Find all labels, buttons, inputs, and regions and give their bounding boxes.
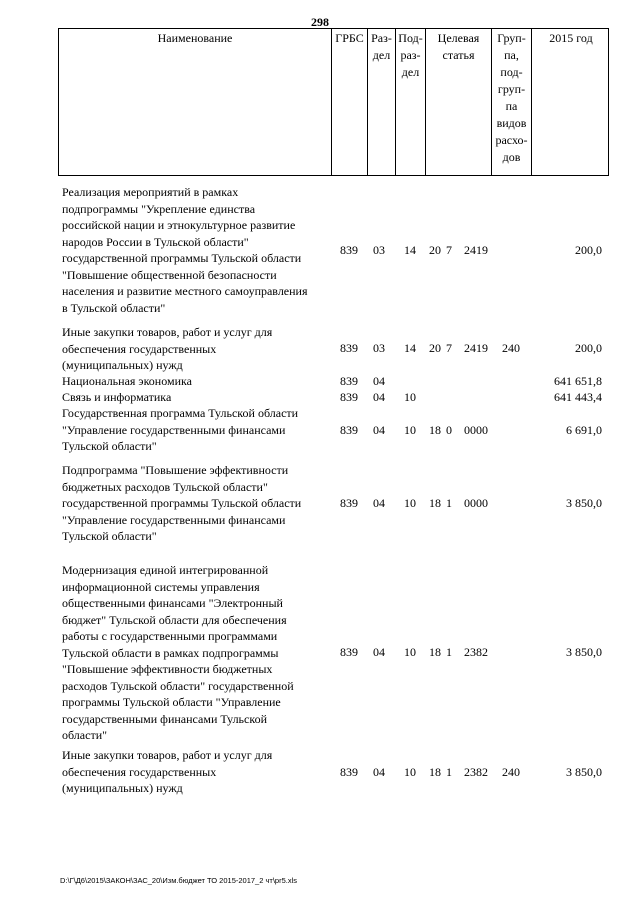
row-razdel: 04 — [373, 374, 385, 388]
row-razdel: 03 — [373, 243, 385, 257]
row-name-line: "Повышение эффективности бюджетных — [62, 662, 273, 676]
row-podrazdel: 10 — [404, 765, 416, 779]
row-vid: 240 — [502, 341, 520, 355]
header-name — [59, 29, 331, 175]
header-vid-line: дов — [502, 150, 521, 164]
row-podrazdel: 14 — [404, 243, 416, 257]
row-name-line: области" — [62, 728, 108, 742]
row-razdel: 04 — [373, 645, 385, 659]
header-podrazdel-line: Под- — [398, 31, 423, 45]
row-name — [62, 462, 332, 545]
row-name-line: государственной программы Тульской области — [62, 496, 302, 510]
row-name-line: Национальная экономика — [62, 374, 192, 388]
row-article-direction: 2382 — [464, 765, 488, 779]
row-grbs: 839 — [340, 645, 358, 659]
row-name-line: государственными финансами Тульской — [62, 711, 267, 726]
row-razdel: 04 — [373, 390, 385, 404]
row-article-direction: 2382 — [464, 645, 488, 659]
row-podrazdel: 14 — [404, 341, 416, 355]
header-vid-line: видов — [496, 116, 527, 130]
table-row — [0, 324, 640, 374]
header-tselevaya-line: статья — [442, 48, 475, 62]
row-name-line: расходов Тульской области" государственной — [62, 678, 294, 693]
row-grbs: 839 — [340, 423, 358, 437]
row-article-subprogram: 7 — [446, 243, 452, 257]
row-name — [62, 373, 332, 390]
row-article-direction: 0000 — [464, 423, 488, 437]
header-razdel — [367, 29, 395, 175]
row-article-program: 18 — [429, 496, 441, 510]
row-grbs: 839 — [340, 496, 358, 510]
row-article-direction: 0000 — [464, 496, 488, 510]
row-name-line: "Управление государственными финансами — [62, 512, 286, 527]
row-name-line: народов России в Тульской области" — [62, 234, 249, 249]
row-name-line: Связь и информатика — [62, 390, 172, 404]
row-article-program: 20 — [429, 341, 441, 355]
row-name-line: "Управление государственными финансами — [62, 422, 286, 437]
row-article-subprogram: 1 — [446, 496, 452, 510]
row-name-line: населения и развитие местного самоуправления — [62, 284, 308, 298]
row-name-line: "Повышение общественной безопасности — [62, 267, 277, 282]
row-podrazdel: 10 — [404, 423, 416, 437]
row-name-line: Модернизация единой интегрированной — [62, 563, 269, 577]
row-article-subprogram: 1 — [446, 765, 452, 779]
row-razdel: 04 — [373, 423, 385, 437]
row-article-subprogram: 1 — [446, 645, 452, 659]
header-tselevaya — [425, 29, 491, 175]
row-name-line: подпрограммы "Укрепление единства — [62, 201, 256, 216]
header-name-label: Наименование — [157, 31, 233, 45]
table-row — [0, 747, 640, 797]
header-vid-line: па — [505, 99, 518, 113]
row-article-program: 20 — [429, 243, 441, 257]
row-article-program: 18 — [429, 765, 441, 779]
row-name-line: (муниципальных) нужд — [62, 358, 183, 372]
row-razdel: 03 — [373, 341, 385, 355]
row-sum: 3 850,0 — [566, 765, 602, 779]
header-grbs — [331, 29, 367, 175]
row-name-line: Реализация мероприятий в рамках — [62, 185, 239, 199]
row-podrazdel: 10 — [404, 390, 416, 404]
row-article-program: 18 — [429, 645, 441, 659]
row-grbs: 839 — [340, 374, 358, 388]
row-article-direction: 2419 — [464, 341, 488, 355]
table-row — [0, 405, 640, 455]
row-name-line: Государственная программа Тульской области — [62, 406, 299, 420]
row-name-line: Тульской области" — [62, 439, 157, 453]
row-name-line: общественными финансами "Электронный — [62, 596, 283, 610]
header-podrazdel — [395, 29, 425, 175]
header-year-label: 2015 год — [549, 31, 593, 45]
header-podrazdel-line: дел — [401, 65, 420, 79]
row-name-line: государственной программы Тульской области — [62, 251, 302, 265]
row-name-line: Тульской области в рамках подпрограммы — [62, 645, 279, 660]
row-podrazdel: 10 — [404, 645, 416, 659]
row-razdel: 04 — [373, 496, 385, 510]
row-sum: 641 651,8 — [554, 374, 602, 388]
row-grbs: 839 — [340, 341, 358, 355]
row-name — [62, 405, 332, 455]
row-sum: 6 691,0 — [566, 423, 602, 437]
table-row — [0, 562, 640, 744]
row-sum: 641 443,4 — [554, 390, 602, 404]
row-name-line: (муниципальных) нужд — [62, 781, 183, 795]
table-row — [0, 373, 640, 390]
row-grbs: 839 — [340, 390, 358, 404]
row-name-line: бюджетных расходов Тульской области" — [62, 479, 268, 494]
row-article-program: 18 — [429, 423, 441, 437]
row-podrazdel: 10 — [404, 496, 416, 510]
row-name-line: информационной системы управления — [62, 579, 260, 594]
row-name-line: российской нации и этнокультурное развитие — [62, 218, 296, 232]
row-name — [62, 389, 332, 406]
row-name-line: Подпрограмма "Повышение эффективности — [62, 463, 289, 477]
row-vid: 240 — [502, 765, 520, 779]
row-sum: 200,0 — [575, 341, 602, 355]
row-article-subprogram: 7 — [446, 341, 452, 355]
row-name-line: Иные закупки товаров, работ и услуг для — [62, 748, 273, 762]
row-name — [62, 562, 332, 744]
row-name-line: в Тульской области" — [62, 300, 166, 315]
header-vid-line: под- — [500, 65, 523, 79]
row-sum: 3 850,0 — [566, 496, 602, 510]
row-razdel: 04 — [373, 765, 385, 779]
header-razdel-line: дел — [372, 48, 391, 62]
header-vid — [491, 29, 531, 175]
header-vid-line: расхо- — [495, 133, 528, 147]
row-name-line: бюджет" Тульской области для обеспечения — [62, 612, 287, 627]
row-name-line: обеспечения государственных — [62, 341, 217, 356]
header-year — [531, 29, 610, 175]
row-article-direction: 2419 — [464, 243, 488, 257]
row-name-line: программы Тульской области "Управление — [62, 695, 281, 709]
page-number: 298 — [311, 15, 329, 29]
row-sum: 3 850,0 — [566, 645, 602, 659]
header-vid-line: груп- — [497, 82, 526, 96]
row-name-line: обеспечения государственных — [62, 764, 217, 779]
table-row — [0, 389, 640, 406]
header-grbs-label: ГРБС — [335, 31, 364, 45]
header-tselevaya-line: Целевая — [437, 31, 480, 45]
header-vid-line: Груп- — [497, 31, 526, 45]
header-vid-line: па, — [504, 48, 519, 62]
row-name-line: работы с государственными программами — [62, 629, 278, 643]
row-grbs: 839 — [340, 243, 358, 257]
row-sum: 200,0 — [575, 243, 602, 257]
table-row — [0, 462, 640, 545]
header-podrazdel-line: раз- — [400, 48, 421, 62]
file-path-footer: D:\Г\Д6\2015\ЗАКОН\ЗАС_20\Изм.бюджет ТО 2015-2017_2 чт\pr5.xls — [60, 876, 297, 885]
row-name — [62, 184, 332, 316]
table-header — [58, 28, 609, 176]
header-razdel-line: Раз- — [371, 31, 392, 45]
row-name-line: Тульской области" — [62, 529, 157, 543]
row-article-subprogram: 0 — [446, 423, 452, 437]
row-name-line: Иные закупки товаров, работ и услуг для — [62, 325, 273, 339]
row-name — [62, 324, 332, 374]
row-name — [62, 747, 332, 797]
row-grbs: 839 — [340, 765, 358, 779]
table-row — [0, 184, 640, 316]
